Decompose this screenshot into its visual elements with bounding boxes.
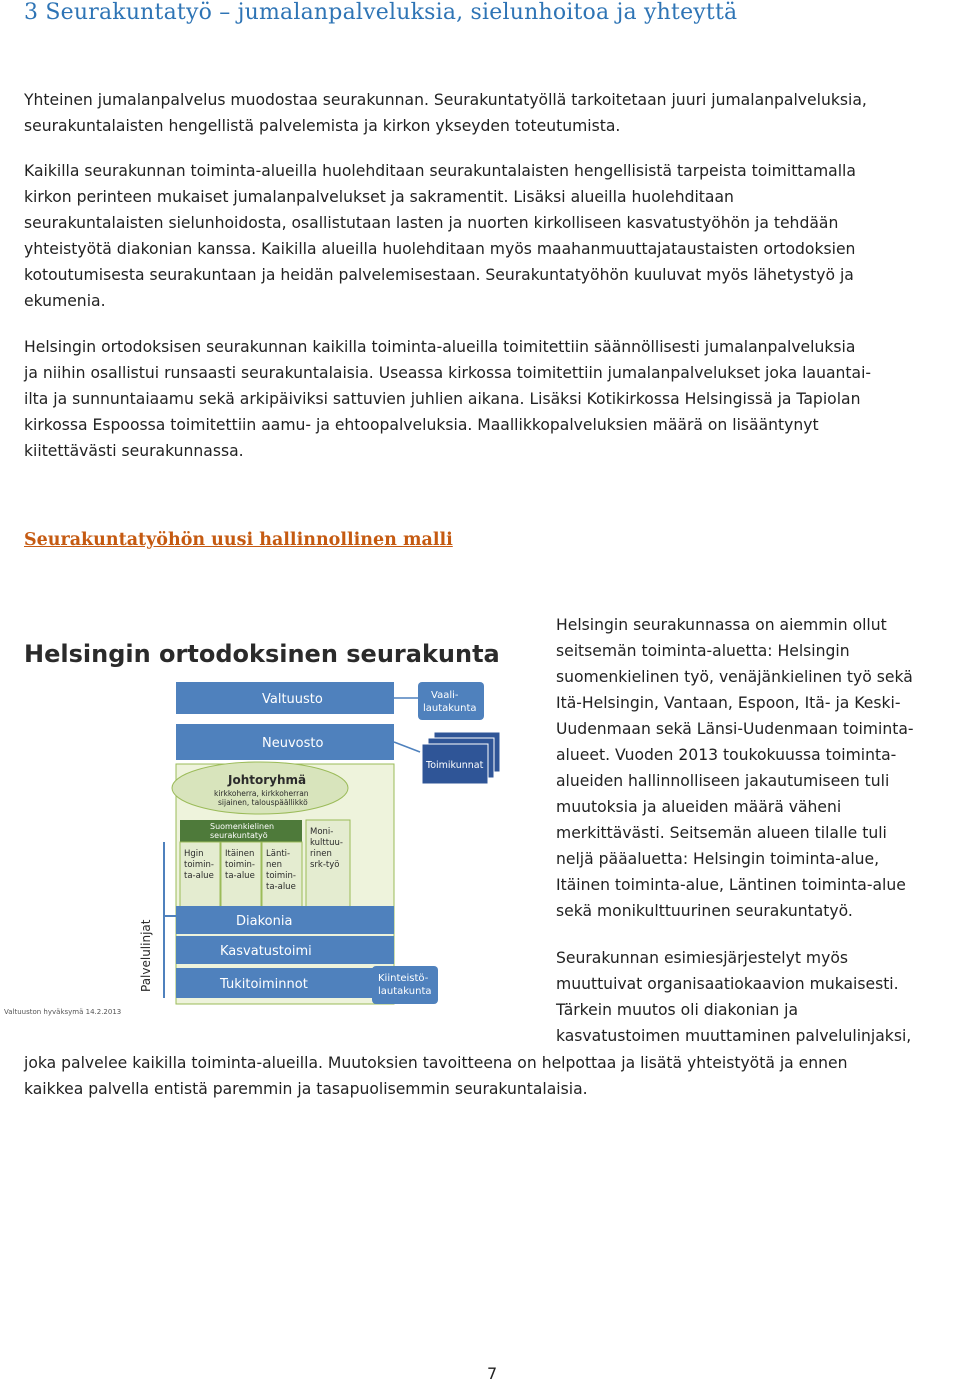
kiinteistolautakunta-box: [372, 966, 438, 1004]
text-line: yhteistyötä diakonian kanssa. Kaikilla alueilla huolehditaan myös maahanmuuttajataustaisten ortodoksien: [24, 240, 856, 258]
text-line: kaikkea palvella entistä paremmin ja tasapuolisemmin seurakuntalaisia.: [24, 1080, 588, 1098]
text-line: kotoutumisesta seurakuntaan ja heidän palvelemisestaan. Seurakuntatyöhön kuuluvat myös lähetystyö ja: [24, 266, 854, 284]
text-line: seitsemän toiminta-aluetta: Helsingin: [556, 642, 850, 660]
text-line: kirkossa Espoossa toimitettiin aamu- ja ehtoopalveluksia. Maallikkopalveluksien määrä on lisääntynyt: [24, 416, 819, 434]
area-label: Länti-: [266, 849, 291, 859]
palvelulinjat-label: Palvelulinjat: [139, 919, 153, 992]
subheading: Seurakuntatyöhön uusi hallinnollinen malli: [24, 530, 453, 550]
area-label: kulttuu-: [310, 838, 343, 848]
tukitoiminnot-label: Tukitoiminnot: [220, 977, 308, 992]
kiinteistolautakunta-label: lautakunta: [378, 986, 432, 997]
paragraph-intro: [24, 87, 867, 139]
text-line: muuttuivat organisaatiokaavion mukaisesti.: [556, 975, 899, 993]
area-label: toimin-: [184, 860, 214, 870]
connector-line: [394, 742, 420, 752]
kiinteistolautakunta-label: Kiinteistö-: [378, 973, 429, 984]
text-line: neljä pääaluetta: Helsingin toiminta-alue,: [556, 850, 880, 868]
page-number: 7: [487, 1364, 498, 1383]
diakonia-label: Diakonia: [236, 914, 293, 929]
org-chart-svg: [0, 620, 540, 1020]
neuvosto-label: Neuvosto: [262, 736, 324, 751]
text-line: Helsingin seurakunnassa on aiemmin ollut: [556, 616, 887, 634]
area-label: rinen: [310, 849, 332, 859]
kasvatustoimi-label: Kasvatustoimi: [220, 944, 312, 959]
paragraph-areas: [24, 158, 856, 314]
text-line: Uudenmaan sekä Länsi-Uudenmaan toiminta-: [556, 720, 914, 738]
text-line: Kaikilla seurakunnan toiminta-alueilla huolehditaan seurakuntalaisten hengellisistä tarpeista toimittamalla: [24, 162, 856, 180]
area-label: toimin-: [266, 871, 296, 881]
area-label: toimin-: [225, 860, 255, 870]
text-line: ilta ja sunnuntaiaamu sekä arkipäiviksi sattuvien juhlien aikana. Lisäksi Kotikirkossa Helsingissä ja Tapiolan: [24, 390, 861, 408]
area-label: Hgin: [184, 849, 204, 859]
vaalilautakunta-label: Vaali-: [431, 690, 459, 701]
text-line: Yhteinen jumalanpalvelus muodostaa seurakunnan. Seurakuntatyöllä tarkoitetaan juuri jumalanpalveluksia,: [24, 91, 867, 109]
text-line: Tärkein muutos oli diakonian ja: [556, 1001, 799, 1019]
text-line: kirkon perinteen mukaiset jumalanpalvelukset ja sakramentit. Lisäksi alueilla huolehditaan: [24, 188, 734, 206]
text-line: kiitettävästi seurakunnassa.: [24, 442, 244, 460]
text-line: kasvatustoimen muuttaminen palvelulinjaksi,: [556, 1027, 912, 1045]
vaalilautakunta-box: [418, 682, 484, 720]
area-label: ta-alue: [225, 871, 255, 881]
diagram-footnote: Valtuuston hyväksymä 14.2.2013: [4, 1008, 122, 1016]
side-paragraph-management: [556, 945, 911, 1049]
text-line: ja niihin osallistui runsaasti seurakuntalaisia. Useassa kirkossa toimitettiin jumalanpalvelukset joka lauantai-: [24, 364, 872, 382]
text-line: seurakuntalaisten sielunhoidosta, osallistutaan lasten ja nuorten kirkolliseen kasvatustyöhön ja tehdään: [24, 214, 839, 232]
text-line: sekä monikulttuurinen seurakuntatyö.: [556, 902, 853, 920]
toimikunnat-label: Toimikunnat: [426, 760, 484, 771]
side-paragraph-areas: [556, 612, 914, 924]
suomenkielinen-label: Suomenkielinen: [210, 822, 275, 831]
text-line: Itä-Helsingin, Vantaan, Espoon, Itä- ja Keski-: [556, 694, 901, 712]
text-line: Itäinen toiminta-alue, Läntinen toiminta-alue: [556, 876, 906, 894]
vaalilautakunta-label: lautakunta: [423, 703, 477, 714]
text-line: suomenkielinen työ, venäjänkielinen työ sekä: [556, 668, 913, 686]
johtoryhma-label: Johtoryhmä: [228, 773, 307, 787]
area-label: ta-alue: [184, 871, 214, 881]
paragraph-conclusion: [24, 1050, 848, 1102]
text-line: Seurakunnan esimiesjärjestelyt myös: [556, 949, 849, 967]
text-line: ekumenia.: [24, 292, 106, 310]
valtuusto-label: Valtuusto: [262, 692, 323, 707]
area-label: srk-työ: [310, 860, 340, 870]
suomenkielinen-label: seurakuntatyö: [210, 831, 268, 840]
area-label: Moni-: [310, 827, 334, 837]
text-line: Helsingin ortodoksisen seurakunnan kaikilla toiminta-alueilla toimitettiin säännöllisesti jumalanpalveluksia: [24, 338, 856, 356]
johtoryhma-members: kirkkoherra, kirkkoherran: [214, 789, 309, 798]
text-line: merkittävästi. Seitsemän alueen tilalle tuli: [556, 824, 887, 842]
org-chart-title: Helsingin ortodoksinen seurakunta: [24, 640, 500, 668]
johtoryhma-members: sijainen, talouspäällikkö: [218, 798, 308, 807]
text-line: alueiden hallinnolliseen jakautumiseen tuli: [556, 772, 890, 790]
text-line: alueet. Vuoden 2013 toukokuussa toiminta-: [556, 746, 897, 764]
section-heading: 3 Seurakuntatyö – jumalanpalveluksia, sielunhoitoa ja yhteyttä: [24, 0, 738, 25]
text-line: muutoksia ja alueiden määrä väheni: [556, 798, 842, 816]
area-label: ta-alue: [266, 882, 296, 892]
area-label: nen: [266, 860, 283, 870]
paragraph-services: [24, 334, 871, 464]
text-line: joka palvelee kaikilla toiminta-alueilla. Muutoksien tavoitteena on helpottaa ja lisätä yhteistyötä ja ennen: [24, 1054, 848, 1072]
text-line: seurakuntalaisten hengellistä palvelemista ja kirkon ykseyden toteutumista.: [24, 117, 621, 135]
area-label: Itäinen: [225, 849, 255, 859]
org-chart: [0, 620, 540, 1020]
